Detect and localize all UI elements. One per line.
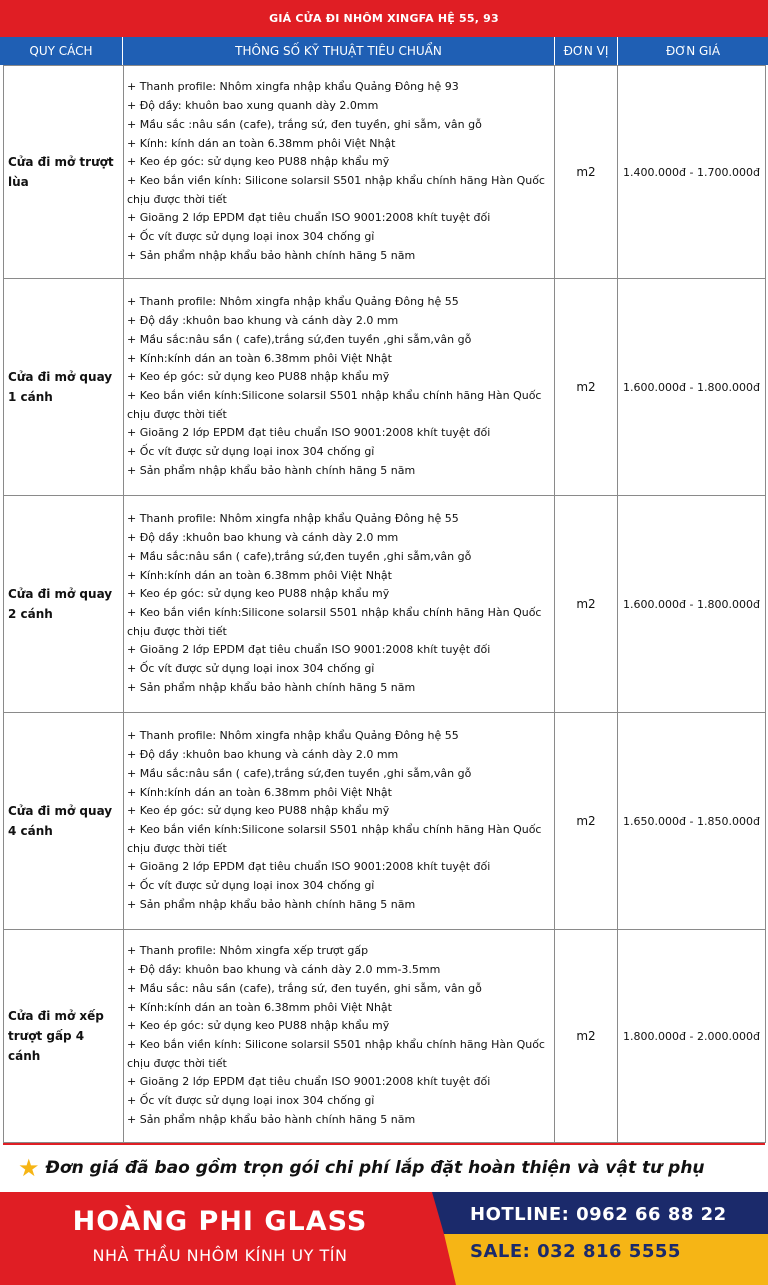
table-row: [4, 279, 766, 496]
spec-line: + Keo bắn viền kính: Silicone solarsil S501 nhập khẩu chính hãng Hàn Quốc chịu được thời tiết: [127, 174, 545, 206]
spec-line: + Độ dầy :khuôn bao khung và cánh dày 2.0 mm: [127, 531, 399, 545]
row-price: 1.800.000đ - 2.000.000đ: [618, 930, 766, 1143]
row-specs: [124, 496, 555, 713]
spec-line: + Thanh profile: Nhôm xingfa nhập khẩu Quảng Đông hệ 93: [127, 80, 459, 94]
spec-line: + Keo bắn viền kính:Silicone solarsil S501 nhập khẩu chính hãng Hàn Quốc chịu được thời tiết: [127, 606, 542, 638]
brand-name: HOÀNG PHI GLASS: [72, 1206, 368, 1237]
spec-line: + Sản phẩm nhập khẩu bảo hành chính hãng 5 năm: [127, 248, 416, 262]
spec-line: + Kính:kính dán an toàn 6.38mm phôi Việt Nhật: [127, 1000, 392, 1014]
header-don-gia: ĐƠN GIÁ: [665, 44, 721, 58]
table-header: [0, 37, 768, 65]
spec-line: + Sản phẩm nhập khẩu bảo hành chính hãng 5 năm: [127, 463, 416, 477]
spec-line: + Keo ép góc: sử dụng keo PU88 nhập khẩu mỹ: [127, 370, 390, 384]
footer: [0, 1192, 768, 1285]
row-unit: m2: [555, 930, 618, 1143]
spec-line: + Độ dầy :khuôn bao khung và cánh dày 2.0 mm: [127, 748, 399, 762]
spec-line: + Keo ép góc: sử dụng keo PU88 nhập khẩu mỹ: [127, 804, 390, 818]
spec-line: + Sản phẩm nhập khẩu bảo hành chính hãng 5 năm: [127, 897, 416, 911]
price-note: [18, 1150, 758, 1186]
spec-line: + Mầu sắc:nâu sần ( cafe),trắng sứ,đen tuyền ,ghi sẫm,vân gỗ: [127, 332, 472, 346]
row-unit: m2: [555, 66, 618, 279]
spec-line: + Sản phẩm nhập khẩu bảo hành chính hãng 5 năm: [127, 1112, 416, 1126]
spec-line: + Keo bắn viền kính: Silicone solarsil S501 nhập khẩu chính hãng Hàn Quốc chịu được thời tiết: [127, 1038, 545, 1070]
star-icon: ★: [18, 1154, 40, 1182]
spec-line: + Keo ép góc: sử dụng keo PU88 nhập khẩu mỹ: [127, 1019, 390, 1033]
divider: [3, 1143, 765, 1145]
spec-line: + Kính:kính dán an toàn 6.38mm phôi Việt Nhật: [127, 785, 392, 799]
brand-block: [0, 1192, 440, 1285]
spec-line: + Thanh profile: Nhôm xingfa nhập khẩu Quảng Đông hệ 55: [127, 729, 459, 743]
table-row: [4, 496, 766, 713]
note-text: Đơn giá đã bao gồm trọn gói chi phí lắp đặt hoàn thiện và vật tư phụ: [45, 1158, 705, 1178]
spec-line: + Độ dầy :khuôn bao khung và cánh dày 2.0 mm: [127, 314, 399, 328]
spec-line: + Ốc vít được sử dụng loại inox 304 chống gỉ: [127, 230, 375, 244]
spec-line: + Gioăng 2 lớp EPDM đạt tiêu chuẩn ISO 9001:2008 khít tuyệt đối: [127, 643, 491, 657]
spec-line: + Thanh profile: Nhôm xingfa xếp trượt gấp: [127, 944, 369, 958]
spec-line: + Ốc vít được sử dụng loại inox 304 chống gỉ: [127, 879, 375, 893]
spec-line: + Gioăng 2 lớp EPDM đạt tiêu chuẩn ISO 9001:2008 khít tuyệt đối: [127, 426, 491, 440]
spec-line: + Kính:kính dán an toàn 6.38mm phôi Việt Nhật: [127, 351, 392, 365]
spec-line: + Sản phẩm nhập khẩu bảo hành chính hãng 5 năm: [127, 680, 416, 694]
row-specs: [124, 713, 555, 930]
hotline-text[interactable]: HOTLINE: 0962 66 88 22: [470, 1204, 727, 1225]
spec-line: + Ốc vít được sử dụng loại inox 304 chống gỉ: [127, 1094, 375, 1108]
spec-line: + Thanh profile: Nhôm xingfa nhập khẩu Quảng Đông hệ 55: [127, 512, 459, 526]
spec-line: + Kính: kính dán an toàn 6.38mm phôi Việt Nhật: [127, 136, 396, 150]
row-name: Cửa đi mở quay 2 cánh: [4, 496, 124, 713]
row-unit: m2: [555, 713, 618, 930]
spec-line: + Keo bắn viền kính:Silicone solarsil S501 nhập khẩu chính hãng Hàn Quốc chịu được thời tiết: [127, 823, 542, 855]
row-specs: [124, 66, 555, 279]
spec-line: + Độ dầy: khuôn bao khung và cánh dày 2.0 mm-3.5mm: [127, 963, 441, 977]
row-price: 1.600.000đ - 1.800.000đ: [618, 496, 766, 713]
header-quy-cach: QUY CÁCH: [0, 37, 123, 65]
spec-line: + Keo ép góc: sử dụng keo PU88 nhập khẩu mỹ: [127, 155, 390, 169]
row-name: Cửa đi mở xếp trượt gấp 4 cánh: [4, 930, 124, 1143]
header-thong-so: THÔNG SỐ KỸ THUẬT TIÊU CHUẨN: [123, 37, 555, 65]
row-name: Cửa đi mở trượt lùa: [4, 66, 124, 279]
row-specs: [124, 279, 555, 496]
spec-line: + Gioăng 2 lớp EPDM đạt tiêu chuẩn ISO 9001:2008 khít tuyệt đối: [127, 211, 491, 225]
header-don-vi: ĐƠN VỊ: [555, 37, 618, 65]
row-price: 1.600.000đ - 1.800.000đ: [618, 279, 766, 496]
spec-line: + Kính:kính dán an toàn 6.38mm phôi Việt Nhật: [127, 568, 392, 582]
spec-line: + Mầu sắc:nâu sần ( cafe),trắng sứ,đen tuyền ,ghi sẫm,vân gỗ: [127, 549, 472, 563]
row-unit: m2: [555, 279, 618, 496]
spec-line: + Ốc vít được sử dụng loại inox 304 chống gỉ: [127, 662, 375, 676]
table-row: [4, 713, 766, 930]
table-row: [4, 930, 766, 1143]
row-price: 1.400.000đ - 1.700.000đ: [618, 66, 766, 279]
spec-line: + Keo ép góc: sử dụng keo PU88 nhập khẩu mỹ: [127, 587, 390, 601]
row-price: 1.650.000đ - 1.850.000đ: [618, 713, 766, 930]
price-table: [3, 65, 766, 1143]
spec-line: + Gioăng 2 lớp EPDM đạt tiêu chuẩn ISO 9001:2008 khít tuyệt đối: [127, 860, 491, 874]
spec-line: + Độ dầy: khuôn bao xung quanh dày 2.0mm: [127, 99, 379, 113]
row-name: Cửa đi mở quay 4 cánh: [4, 713, 124, 930]
row-name: Cửa đi mở quay 1 cánh: [4, 279, 124, 496]
row-unit: m2: [555, 496, 618, 713]
spec-line: + Mầu sắc:nâu sần ( cafe),trắng sứ,đen tuyền ,ghi sẫm,vân gỗ: [127, 766, 472, 780]
spec-line: + Mầu sắc: nâu sần (cafe), trắng sứ, đen tuyền, ghi sẫm, vân gỗ: [127, 981, 482, 995]
brand-tagline: NHÀ THẦU NHÔM KÍNH UY TÍN: [92, 1246, 348, 1265]
spec-line: + Gioăng 2 lớp EPDM đạt tiêu chuẩn ISO 9001:2008 khít tuyệt đối: [127, 1075, 491, 1089]
spec-line: + Keo bắn viền kính:Silicone solarsil S501 nhập khẩu chính hãng Hàn Quốc chịu được thời tiết: [127, 389, 542, 421]
table-row: [4, 66, 766, 279]
row-specs: [124, 930, 555, 1143]
page-title: GIÁ CỬA ĐI NHÔM XINGFA HỆ 55, 93: [0, 0, 768, 37]
spec-line: + Mầu sắc :nâu sần (cafe), trắng sứ, đen tuyền, ghi sẫm, vân gỗ: [127, 117, 482, 131]
spec-line: + Thanh profile: Nhôm xingfa nhập khẩu Quảng Đông hệ 55: [127, 295, 459, 309]
spec-line: + Ốc vít được sử dụng loại inox 304 chống gỉ: [127, 445, 375, 459]
sale-phone-text[interactable]: SALE: 032 816 5555: [470, 1241, 681, 1262]
